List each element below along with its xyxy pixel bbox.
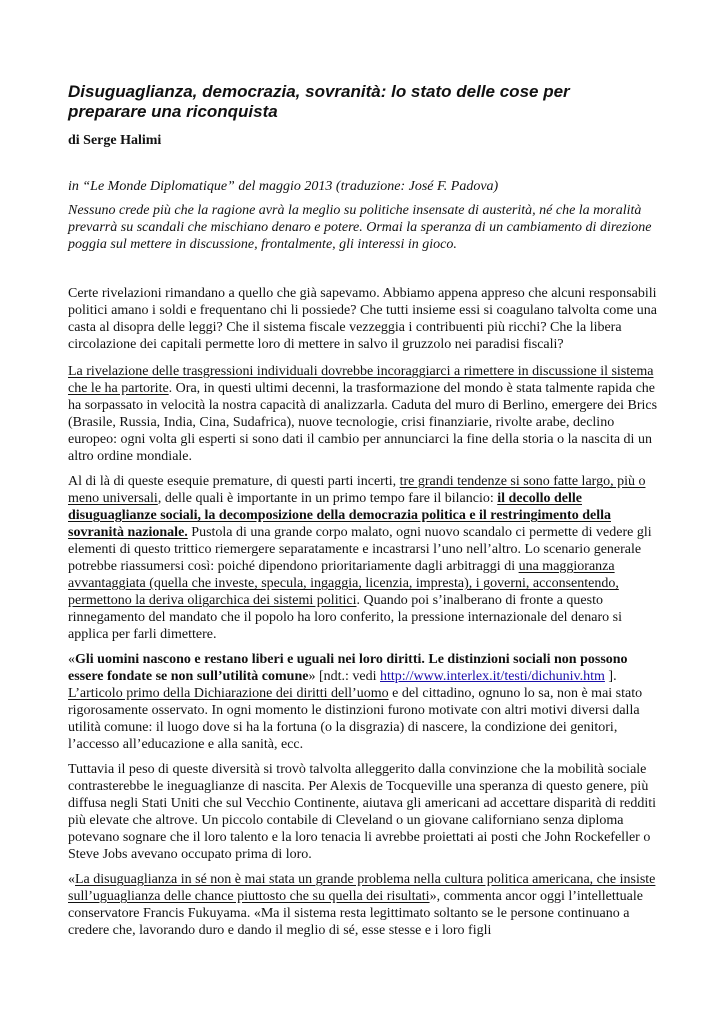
paragraph-text: , delle quali è importante in un primo tempo fare il bilancio: bbox=[157, 491, 498, 506]
bold-underlined-passage: il decollo delle disuguaglianze sociali, la decomposizione della democrazia politica e il restringimento della sovranità nazionale. bbox=[68, 491, 611, 540]
paragraph-text: » [ndt.: vedi bbox=[308, 669, 381, 684]
paragraph-text: Pustola di una grande corpo malato, ogni nuovo scandalo ci permette di vedere gli elementi di questo trittico riemergere separatamente e incastrarsi l’uno nell’altro. Lo scenario generale potrebbe riassumersi così: poiché dipendono prioritariamente dagli arbitraggi di bbox=[68, 525, 652, 574]
bold-quote: Gli uomini nascono e restano liberi e uguali nei loro diritti. Le distinzioni sociali non possono essere fondate se non sull’utilità comune bbox=[68, 652, 628, 684]
paragraph-6 bbox=[68, 871, 658, 939]
paragraph-4 bbox=[68, 651, 658, 753]
underlined-passage: una maggioranza avvantaggiata (quella che investe, specula, ingaggia, licenzia, impresta), i governi, acconsentendo, permettono la deriva oligarchica dei sistemi politici bbox=[68, 559, 619, 608]
paragraph-2 bbox=[68, 363, 658, 465]
paragraph-text: . Ora, in questi ultimi decenni, la trasformazione del mondo è stata talmente rapida che ha sorpassato in velocità la nostra capacità di analizzarla. Caduta del muro di Berlino, emergere dei Brics (Brasile, Russia, India, Cina, Sudafrica), nuove tecnologie, crisi finanziarie, rivolte arabe, declino europeo: ogni volta gli esperti si sono dati il cambio per annunciarci la fine della storia o la nascita di un altro ordine mondiale. bbox=[68, 381, 658, 464]
article-title: Disuguaglianza, democrazia, sovranità: lo stato delle cose per preparare una riconquista bbox=[68, 82, 570, 121]
quote-mark: « bbox=[68, 652, 75, 667]
underlined-passage: La rivelazione delle trasgressioni individuali dovrebbe incoraggiarci a rimettere in discussione il sistema che le ha partorite bbox=[68, 364, 654, 396]
underlined-passage: L’articolo primo della Dichiarazione dei diritti dell’uomo bbox=[68, 686, 389, 701]
paragraph-text: ]. bbox=[604, 669, 617, 684]
article-source: in “Le Monde Diplomatique” del maggio 2013 (traduzione: José F. Padova) bbox=[68, 179, 499, 194]
paragraph-5: Tuttavia il peso di queste diversità si trovò talvolta alleggerito dalla convinzione che la mobilità sociale contrasterebbe le ineguaglianze di nascita. Per Alexis de Tocqueville una speranza di questo genere, più diffusa negli Stati Uniti che sul Vecchio Continente, aiutava gli americani ad accettare disparità di redditi più elevate che altrove. Un piccolo contabile di Cleveland o un giovane californiano senza diploma potevano sognare che il loro talento e la loro tenacia li avrebbe proiettati ai posti che John Rockefeller o Steve Jobs avevano occupato prima di loro. bbox=[68, 762, 657, 862]
interlex-link[interactable]: http://www.interlex.it/testi/dichuniv.htm bbox=[380, 669, 605, 684]
underlined-passage: tre grandi tendenze si sono fatte largo, più o meno universali bbox=[68, 474, 646, 506]
paragraph-1: Certe rivelazioni rimandano a quello che già sapevamo. Abbiamo appena appreso che alcuni responsabili politici amano i soldi e frequentano chi li possiede? Che tutti insieme essi si coagulano talvolta come una casta al disopra delle leggi? Che il sistema fiscale vezzeggia i contribuenti più ricchi? Che la libera circolazione dei capitali permette loro di mettere in salvo il gruzzolo nei paradisi fiscali? bbox=[68, 286, 658, 352]
underlined-passage: La disuguaglianza in sé non è mai stata un grande problema nella cultura politica americana, che insiste sull’uguaglianza delle chance piuttosto che su quella dei risultati bbox=[68, 872, 656, 904]
article-body bbox=[68, 285, 658, 947]
paragraph-3 bbox=[68, 473, 658, 643]
paragraph-text: Al di là di queste esequie premature, di questi parti incerti, bbox=[68, 474, 400, 489]
article-author: di Serge Halimi bbox=[68, 133, 162, 148]
paragraph-text: e del cittadino, ognuno lo sa, non è mai stato rigorosamente osservato. In ogni momento le distinzioni furono motivate con altri motivi diversi dalla utilità comune: il luogo dove si ha la fortuna (o la disgrazia) di nascere, la condizione dei genitori, l’accesso all’educazione e alla sanità, ecc. bbox=[68, 686, 643, 752]
article-abstract: Nessuno crede più che la ragione avrà la meglio su politiche insensate di austerità, né che la moralità prevarrà su scandali che mischiano denaro e potere. Ormai la speranza di un cambiamento di direzione poggia sul mettere in discussione, frontalmente, gli interessi in gioco. bbox=[68, 203, 652, 252]
paragraph-text: . Quando poi s’inalberano di fronte a questo rinnegamento del mandato che il popolo ha loro conferito, la pressione internazionale del denaro si applica per farli dimettere. bbox=[68, 593, 622, 642]
quote-mark: « bbox=[68, 872, 75, 887]
paragraph-text: », commenta ancor oggi l’intellettuale conservatore Francis Fukuyama. «Ma il sistema resta legittimato soltanto se le persone continuano a credere che, lavorando duro e dando il meglio di sé, esse stesse e i loro figli bbox=[68, 889, 643, 938]
